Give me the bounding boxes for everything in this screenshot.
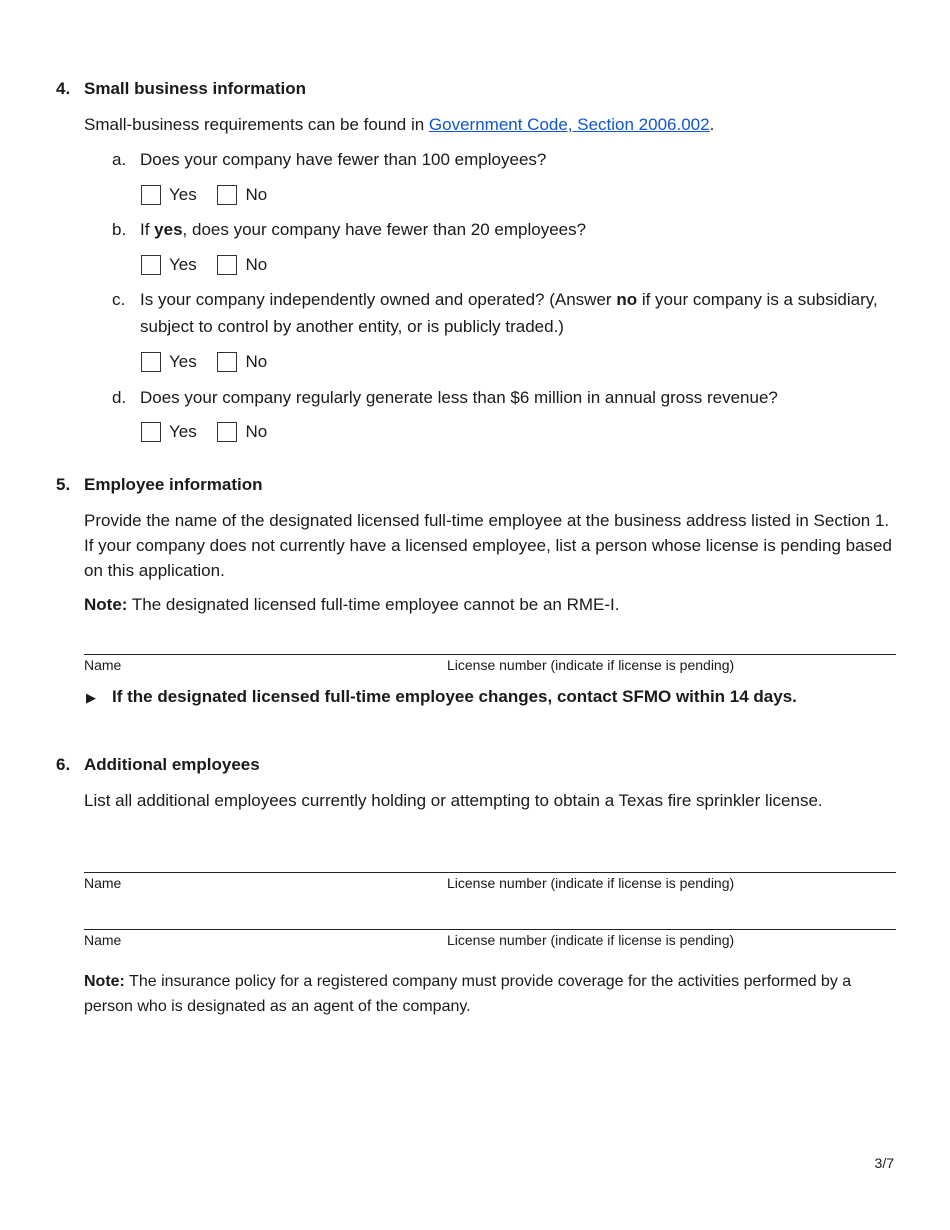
question-text: Does your company have fewer than 100 employees? xyxy=(140,150,547,169)
section-title: Additional employees xyxy=(84,755,260,774)
name-field-label: Name xyxy=(84,657,122,673)
yes-label: Yes xyxy=(169,352,197,371)
section-6-intro: List all additional employees currently holding or attempting to obtain a Texas fire sprinkler license. xyxy=(84,791,823,810)
triangle-right-icon: ▶ xyxy=(86,690,96,705)
question-text-bold: no xyxy=(616,290,638,309)
question-text-pre: If xyxy=(140,220,155,239)
section-5-heading xyxy=(56,475,263,495)
yes-label: Yes xyxy=(169,255,197,274)
question-text: Does your company regularly generate less than $6 million in annual gross revenue? xyxy=(140,388,778,407)
checkbox-icon[interactable] xyxy=(217,255,237,275)
checkbox-icon[interactable] xyxy=(217,352,237,372)
no-label: No xyxy=(245,185,268,204)
government-code-link[interactable]: Government Code, Section 2006.002 xyxy=(428,115,710,134)
question-d xyxy=(112,384,892,411)
intro-text: Small-business requirements can be found in xyxy=(84,115,429,134)
insurance-note xyxy=(84,969,896,1019)
question-letter: b. xyxy=(112,220,127,239)
section-5-note xyxy=(84,592,896,617)
checkbox-icon[interactable] xyxy=(141,422,161,442)
callout xyxy=(86,687,797,707)
section-4-intro xyxy=(84,112,896,137)
note-text: The designated licensed full-time employee cannot be an RME-I. xyxy=(127,595,620,614)
note-label: Note: xyxy=(84,973,125,990)
question-text xyxy=(140,286,892,340)
license-field-label: License number (indicate if license is pending) xyxy=(447,932,735,948)
answer-options-c xyxy=(141,352,283,374)
checkbox-icon[interactable] xyxy=(141,255,161,275)
page-number: 3/7 xyxy=(874,1155,894,1171)
yes-checkbox-a[interactable] xyxy=(141,185,197,205)
name-field-label: Name xyxy=(84,875,122,891)
yes-label: Yes xyxy=(169,185,197,204)
checkbox-icon[interactable] xyxy=(141,352,161,372)
question-letter: c. xyxy=(112,290,126,309)
license-field-label: License number (indicate if license is pending) xyxy=(447,657,735,673)
no-label: No xyxy=(245,352,268,371)
no-label: No xyxy=(245,422,268,441)
question-a xyxy=(112,146,892,173)
checkbox-icon[interactable] xyxy=(217,422,237,442)
section-number: 4. xyxy=(56,79,71,98)
section-title: Employee information xyxy=(84,475,263,494)
no-checkbox-a[interactable] xyxy=(217,185,267,205)
answer-options-a xyxy=(141,185,283,207)
question-letter: d. xyxy=(112,388,127,407)
note-label: Note: xyxy=(84,595,128,614)
section-6-heading xyxy=(56,755,260,775)
name-field-label: Name xyxy=(84,932,122,948)
checkbox-icon[interactable] xyxy=(217,185,237,205)
additional-employee-line-2[interactable] xyxy=(84,899,896,930)
question-text-post: , does your company have fewer than 20 employees? xyxy=(182,220,587,239)
note-text: The insurance policy for a registered company must provide coverage for the activities performed by a person who is designated as an agent of the company. xyxy=(84,973,852,1015)
employee-field-line[interactable] xyxy=(84,624,896,655)
checkbox-icon[interactable] xyxy=(141,185,161,205)
callout-text: If the designated licensed full-time employee changes, contact SFMO within 14 days. xyxy=(112,687,797,706)
question-text-post: if your company is a subsidiary, subject to control by another entity, or is publicly traded.) xyxy=(140,290,878,336)
additional-employee-line-1[interactable] xyxy=(84,842,896,873)
yes-checkbox-c[interactable] xyxy=(141,352,197,372)
intro-end: . xyxy=(709,115,715,134)
question-letter: a. xyxy=(112,150,127,169)
question-text xyxy=(140,216,892,243)
section-number: 5. xyxy=(56,475,71,494)
answer-options-b xyxy=(141,255,283,277)
yes-label: Yes xyxy=(169,422,197,441)
no-checkbox-b[interactable] xyxy=(217,255,267,275)
answer-options-d xyxy=(141,422,283,444)
question-text-pre: Is your company independently owned and operated? (Answer xyxy=(140,290,617,309)
yes-checkbox-b[interactable] xyxy=(141,255,197,275)
license-field-label: License number (indicate if license is pending) xyxy=(447,875,735,891)
question-c xyxy=(112,286,892,340)
section-title: Small business information xyxy=(84,79,306,98)
no-checkbox-c[interactable] xyxy=(217,352,267,372)
section-4-heading xyxy=(56,79,306,99)
section-5-intro: Provide the name of the designated licensed full-time employee at the business address listed in Section 1. If your company does not currently have a licensed employee, list a person whose license is pending based on this application. xyxy=(84,511,892,580)
question-b xyxy=(112,216,892,243)
section-number: 6. xyxy=(56,755,71,774)
no-checkbox-d[interactable] xyxy=(217,422,267,442)
question-text-bold: yes xyxy=(154,220,183,239)
no-label: No xyxy=(245,255,268,274)
yes-checkbox-d[interactable] xyxy=(141,422,197,442)
